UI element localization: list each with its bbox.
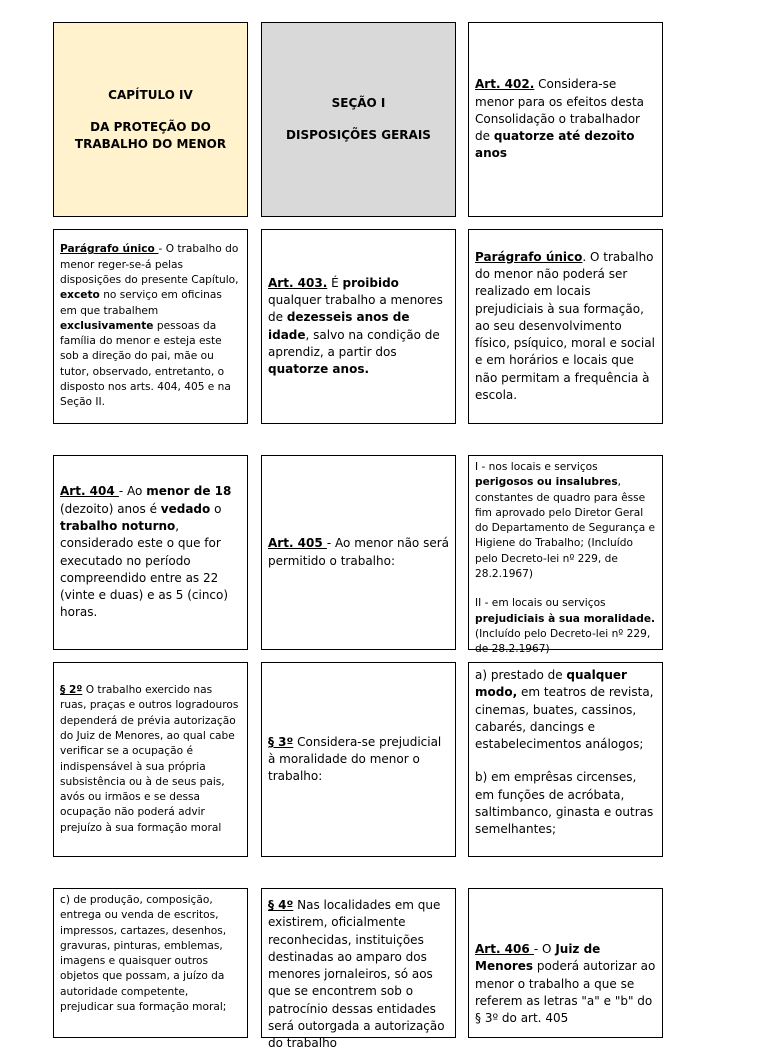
par-2-ref: § 2º [60, 684, 83, 697]
art-405-body: - Ao menor não será permitido o trabalho: [268, 536, 450, 568]
paragrafo-unico-402-text [54, 238, 247, 414]
art-406-text [469, 889, 662, 1031]
section-title: DISPOSIÇÕES GERAIS [286, 128, 431, 142]
paragrafo-unico-403-body: . O trabalho do menor não poderá ser realizado em locais prejudiciais à sua formação, ao seu desenvolvimento físico, psíquico, moral e social e em horários e locais que não permitam a frequência à escola. [475, 249, 655, 403]
art-403-bold-2: dezesseis anos de idade [268, 310, 410, 342]
paragrafo-bold-1: exceto [60, 289, 100, 302]
art-404-body-4: , considerado este o que for executado no período compreendido entre as 22 (vinte e duas) e as 5 (cinco) horas. [60, 518, 229, 620]
alinea-b-text: b) em emprêsas circenses, em funções de acróbata, saltimbanco, ginasta e outras semelhantes; [475, 770, 654, 837]
par-4-card [261, 888, 456, 1051]
chapter-title: DA PROTEÇÃO DO TRABALHO DO MENOR [74, 119, 227, 151]
art-404-bold-1: menor de 18 [146, 484, 232, 499]
art-403-body-3: , salvo na condição de aprendiz, a partir dos [268, 327, 440, 359]
art-404-card [53, 455, 248, 650]
par-3-card [261, 662, 456, 857]
par-2-text [54, 679, 247, 840]
paragrafo-bold-2: exclusivamente [60, 319, 154, 332]
art-406-body-2: poderá autorizar ao menor o trabalho a que se referem as letras "a" e "b" do § 3º do art. 405 [475, 959, 656, 1026]
alinea-a-text [469, 663, 662, 757]
paragrafo-unico-403-ref: Parágrafo único [475, 249, 583, 264]
par-4-text [262, 889, 455, 1057]
art-403-card [261, 229, 456, 424]
chapter-card [53, 22, 248, 217]
art-402-bold: quatorze até dezoito anos [475, 129, 635, 161]
paragrafo-ref: Parágrafo único [60, 243, 159, 256]
art-404-bold-3: trabalho noturno [60, 518, 176, 533]
paragrafo-body-1: - O trabalho do menor reger-se-á pelas disposições do presente Capítulo, [60, 243, 239, 286]
alinea-a-body-1: a) prestado de [475, 668, 567, 682]
alineas-card [468, 662, 663, 857]
paragrafo-unico-403-card [468, 229, 663, 424]
par-4-body: Nas localidades em que existirem, oficialmente reconhecidas, instituições destinadas ao amparo dos menores jornaleiros, só aos que se encontrem sob o patrocínio dessas entidades será outorgada a autorização do trabalho [268, 898, 445, 1051]
art-404-body-3: o [210, 501, 222, 516]
paragrafo-body-3: pessoas da família do menor e esteja este sob a direção do pai, mãe ou tutor, observado, entretanto, o disposto nos arts. 404, 405 e na Seção II. [60, 319, 231, 409]
inciso-i-body-2: , constantes de quadro para êsse fim aprovado pelo Diretor Geral do Departamento de Segurança e Higiene do Trabalho; (Incluído pelo Decreto-lei nº 229, de 28.2.1967) [475, 476, 656, 581]
inciso-i-body-1: I - nos locais e serviços [475, 461, 598, 473]
par-3-body: Considera-se prejudicial à moralidade do menor o trabalho: [268, 734, 442, 784]
inciso-i-text [469, 456, 662, 586]
art-405-incisos-card [468, 455, 663, 656]
par-4-ref: § 4º [268, 898, 294, 912]
alinea-c-text: c) de produção, composição, entrega ou venda de escritos, impressos, cartazes, desenhos, gravuras, pinturas, emblemas, imagens e quaisquer outros objetos que possam, a juízo da autoridade competente, prejudicar sua formação moral; [60, 894, 227, 1014]
alinea-a-body-2: em teatros de revista, cinemas, buates, cassinos, cabarés, dancings e estabelecimentos análogos; [475, 685, 654, 752]
art-406-bold: Juiz de Menores [475, 942, 601, 974]
art-406-ref: Art. 406 [475, 942, 534, 956]
par-2-body: O trabalho exercido nas ruas, praças e outros logradouros dependerá de prévia autorização do Juiz de Menores, ao qual cabe verificar se a ocupação é indispensável à sua própria subsistência ou à de seus pais, avós ou irmãos e se dessa ocupação não poderá advir prejuízo à sua formação moral [60, 684, 239, 834]
inciso-ii-bold: prejudiciais à sua moralidade. [475, 612, 656, 625]
art-404-ref: Art. 404 [60, 484, 119, 499]
art-403-bold-1: proibido [342, 275, 399, 290]
art-402-body: Considera-se menor para os efeitos desta Consolidação o trabalhador de [475, 77, 644, 144]
art-403-body-1: É [327, 275, 343, 290]
art-406-card [468, 888, 663, 1038]
par-2-card [53, 662, 248, 857]
art-403-ref: Art. 403. [268, 275, 328, 290]
inciso-ii-body-1: II - em locais ou serviços [475, 597, 606, 610]
art-402-text [469, 72, 662, 166]
chapter-number: CAPÍTULO IV [108, 87, 193, 102]
art-404-bold-2: vedado [160, 501, 211, 516]
art-405-card [261, 455, 456, 650]
art-406-body-1: - O [533, 942, 556, 956]
art-404-text [54, 479, 247, 625]
par-3-text [262, 730, 455, 790]
art-402-ref: Art. 402. [475, 77, 535, 92]
art-403-bold-3: quatorze anos. [268, 362, 370, 377]
art-402-card [468, 22, 663, 217]
section-number: SEÇÃO I [331, 96, 386, 110]
inciso-i-bold: perigosos ou insalubres [475, 476, 618, 489]
art-403-text [262, 271, 455, 383]
paragrafo-unico-402-card [53, 229, 248, 424]
inciso-ii-body-2: (Incluído pelo Decreto-lei nº 229, de 28.2.1967) [475, 627, 651, 656]
alinea-c-card [53, 888, 248, 1038]
art-404-body-2: (dezoito) anos é [60, 501, 161, 516]
art-405-text [262, 531, 455, 574]
par-3-ref: § 3º [268, 734, 294, 749]
art-405-ref: Art. 405 [268, 536, 327, 551]
section-card [261, 22, 456, 217]
inciso-ii-text [469, 586, 662, 661]
paragrafo-body-2: no serviço em oficinas em que trabalhem [60, 289, 222, 317]
art-403-body-2: qualquer trabalho a menores de [268, 292, 443, 325]
alinea-a-bold: qualquer modo, [475, 668, 627, 700]
paragrafo-unico-403-text [469, 245, 662, 409]
art-404-body-1: - Ao [118, 484, 147, 499]
